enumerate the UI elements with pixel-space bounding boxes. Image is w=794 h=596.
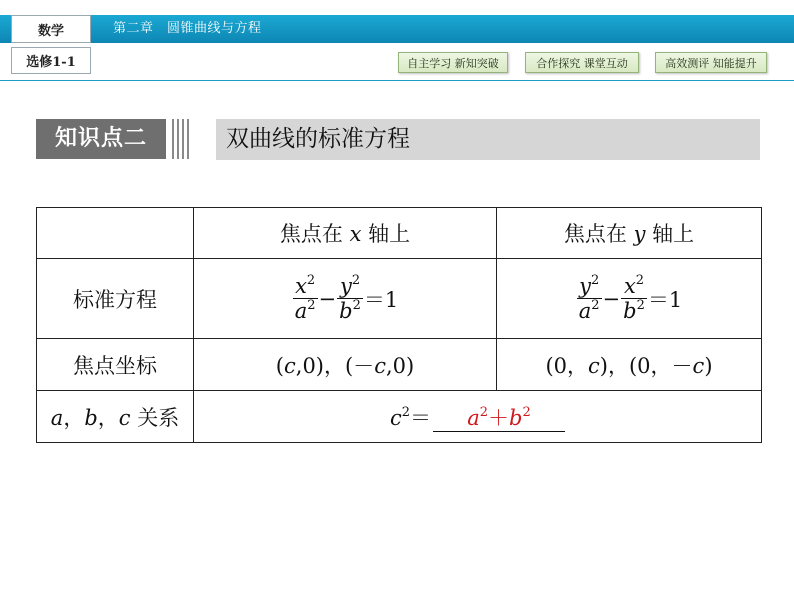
focus-coordinates-y-axis: (0，c)，(0，－c) <box>497 339 762 391</box>
table-row-focus-coordinates <box>37 339 762 391</box>
abc-relation-formula: $c^2= a^2+b^2$ <box>194 391 762 443</box>
chapter-title: 第二章 圆锥曲线与方程 <box>113 21 262 36</box>
equation-x-axis: $\frac{x^2}{a^2}$ − $\frac{y^2}{b^2}$ ＝1 <box>194 259 497 339</box>
table-row-abc-relation <box>37 391 762 443</box>
header-focus-on-y: 焦点在 y 轴上 <box>497 208 762 259</box>
fraction-y2-a2: $\frac{y^2}{a^2}$ <box>578 273 600 323</box>
hyperbola-standard-equation-table <box>36 207 762 443</box>
fraction-x2-a2: $\frac{x^2}{a^2}$ <box>294 273 316 323</box>
row-label-standard-equation: 标准方程 <box>37 259 194 339</box>
table-corner-cell <box>37 208 194 259</box>
equation-y-axis: $\frac{y^2}{a^2}$ − $\frac{x^2}{b^2}$ ＝1 <box>497 259 762 339</box>
section-title: 双曲线的标准方程 <box>216 119 760 160</box>
nav-button-assessment[interactable]: 高效测评 知能提升 <box>655 52 767 73</box>
elective-label: 选修1-1 <box>11 47 91 74</box>
row-label-focus-coordinates: 焦点坐标 <box>37 339 194 391</box>
table-header-row <box>37 208 762 259</box>
table-row-standard-equation <box>37 259 762 339</box>
answer-blank[interactable]: $a^2+b^2$ <box>433 405 565 432</box>
nav-button-self-study[interactable]: 自主学习 新知突破 <box>398 52 508 73</box>
subject-label: 数学 <box>11 15 91 43</box>
header-divider <box>0 80 794 81</box>
row-label-abc-relation: a，b，c 关系 <box>37 391 194 443</box>
focus-coordinates-x-axis: (c,0)，(－c,0) <box>194 339 497 391</box>
header-focus-on-x: 焦点在 x 轴上 <box>194 208 497 259</box>
fraction-x2-b2: $\frac{x^2}{b^2}$ <box>623 273 645 323</box>
fraction-y2-b2: $\frac{y^2}{b^2}$ <box>339 273 361 323</box>
decorative-bars <box>170 119 190 159</box>
nav-button-cooperative-inquiry[interactable]: 合作探究 课堂互动 <box>525 52 639 73</box>
knowledge-point-tag: 知识点二 <box>36 119 166 159</box>
